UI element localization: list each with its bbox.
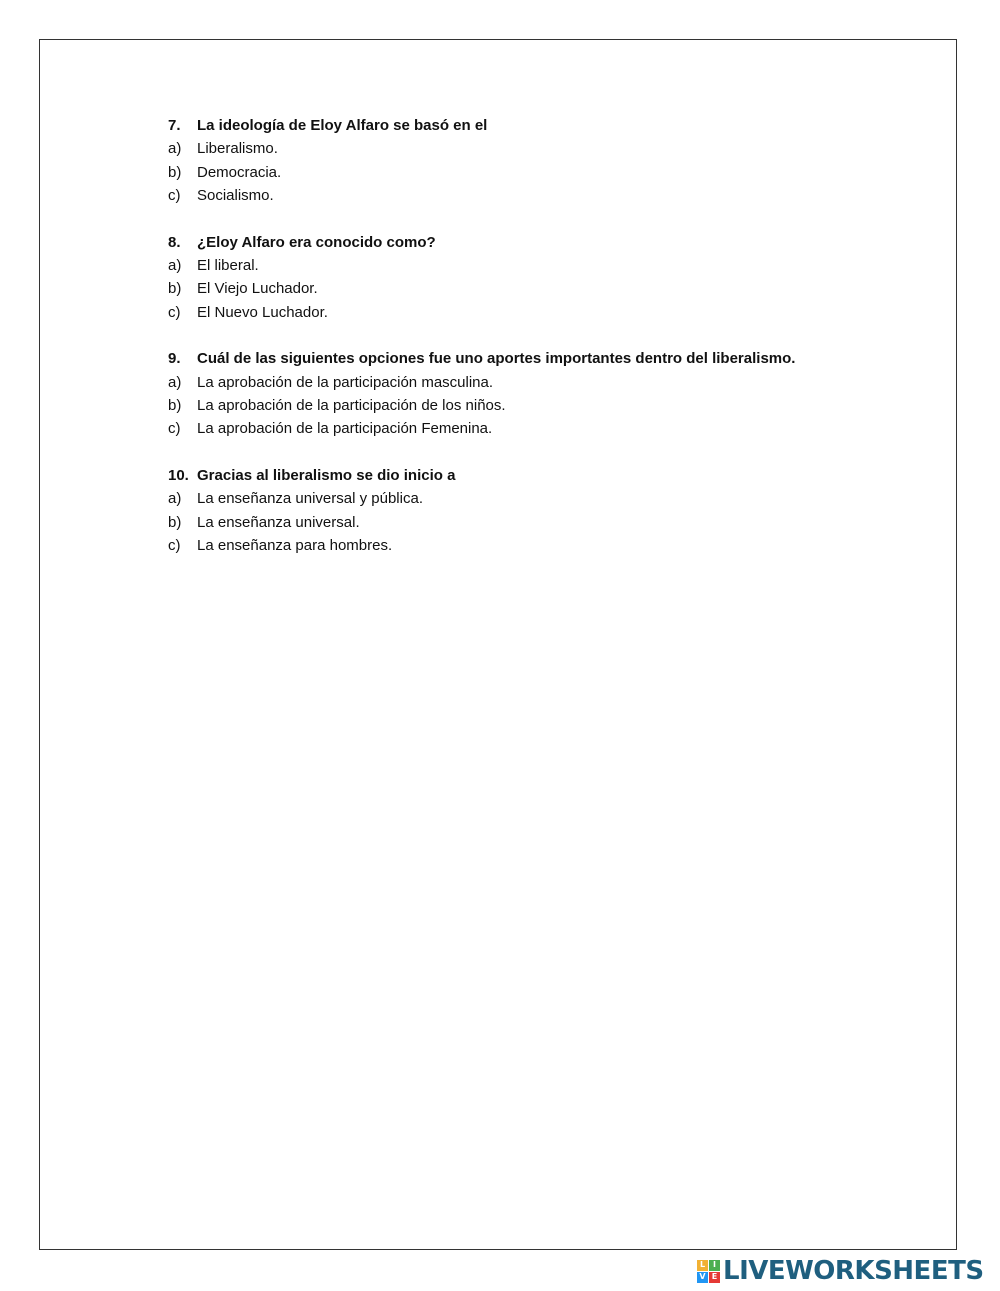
option-text: Liberalismo. [197, 140, 278, 158]
question-7 [168, 114, 868, 208]
option-text: El Nuevo Luchador. [197, 303, 328, 321]
option-letter: a) [168, 490, 182, 508]
logo-cell-v: V [697, 1272, 708, 1283]
answer-option-b [168, 394, 868, 417]
option-text: Democracia. [197, 163, 282, 181]
option-letter: a) [168, 373, 182, 391]
question-list [168, 114, 868, 581]
option-text: La aprobación de la participación de los niños. [197, 397, 506, 415]
option-letter: b) [168, 397, 182, 415]
question-text: ¿Eloy Alfaro era conocido como? [197, 233, 436, 251]
logo-cell-e: E [709, 1272, 720, 1283]
option-letter: a) [168, 140, 182, 158]
answer-option-a [168, 487, 868, 510]
answer-option-b [168, 277, 868, 300]
liveworksheets-logo [697, 1256, 984, 1286]
question-number: 9. [168, 350, 181, 368]
option-text: El Viejo Luchador. [197, 280, 318, 298]
question-number: 8. [168, 233, 181, 251]
question-8 [168, 231, 868, 325]
option-letter: b) [168, 163, 182, 181]
question-number: 10. [168, 466, 189, 484]
question-text: La ideología de Eloy Alfaro se basó en el [197, 117, 488, 134]
question-text: Cuál de las siguientes opciones fue uno aportes importantes dentro del liberalismo. [197, 350, 796, 368]
answer-option-c [168, 184, 868, 207]
answer-option-a [168, 371, 868, 394]
answer-option-c [168, 301, 868, 324]
answer-option-b [168, 511, 868, 534]
option-text: La aprobación de la participación Femenina. [197, 420, 493, 438]
option-letter: b) [168, 513, 182, 531]
option-text: El liberal. [197, 257, 259, 275]
brand-wordmark: LIVEWORKSHEETS [723, 1256, 984, 1286]
option-text: La enseñanza universal. [197, 513, 360, 531]
option-text: Socialismo. [197, 187, 274, 205]
answer-option-b [168, 161, 868, 184]
answer-option-a [168, 254, 868, 277]
option-text: La enseñanza universal y pública. [197, 490, 423, 508]
logo-cell-i: I [709, 1260, 720, 1271]
live-logo-icon [697, 1260, 720, 1283]
option-letter: a) [168, 257, 182, 275]
answer-option-c [168, 534, 868, 557]
option-text: La enseñanza para hombres. [197, 537, 393, 555]
option-letter: c) [168, 420, 181, 438]
logo-cell-l: L [697, 1260, 708, 1271]
question-number: 7. [168, 117, 181, 134]
answer-option-a [168, 137, 868, 160]
option-text: La aprobación de la participación masculina. [197, 373, 494, 391]
question-10 [168, 464, 868, 558]
option-letter: c) [168, 303, 181, 321]
question-text: Gracias al liberalismo se dio inicio a [197, 466, 456, 484]
question-title [168, 464, 868, 487]
option-letter: b) [168, 280, 182, 298]
question-title [168, 347, 868, 370]
question-title [168, 231, 868, 254]
option-letter: c) [168, 537, 181, 555]
question-title [168, 114, 868, 137]
option-letter: c) [168, 187, 181, 205]
question-9 [168, 347, 868, 441]
answer-option-c [168, 417, 868, 440]
